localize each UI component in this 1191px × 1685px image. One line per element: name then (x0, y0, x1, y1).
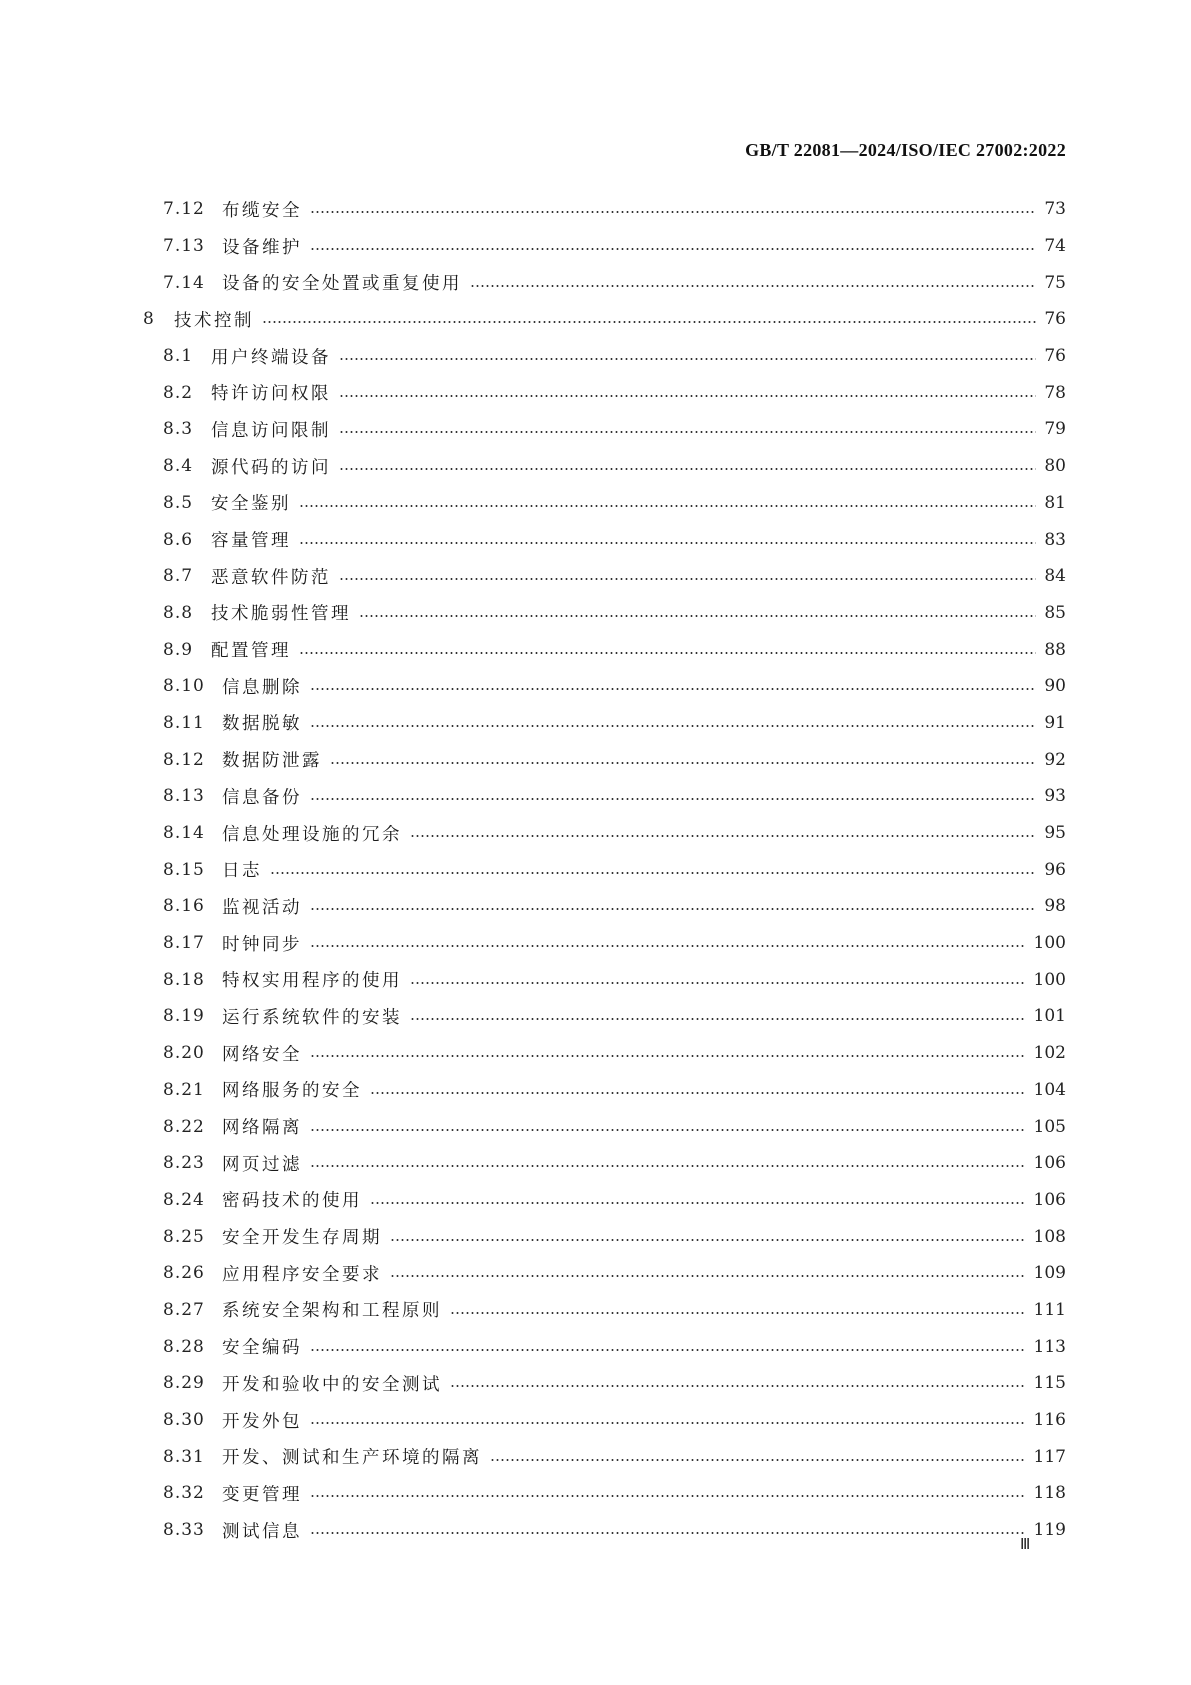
toc-entry[interactable] (0, 668, 1191, 705)
toc-entry-page: 109 (1033, 1263, 1066, 1284)
toc-entry-number: 8.30 (163, 1410, 205, 1431)
toc-entry-number: 7.13 (163, 236, 205, 257)
toc-entry[interactable] (0, 1145, 1191, 1182)
toc-leader-dots (339, 431, 1036, 433)
toc-entry-page: 96 (1044, 859, 1066, 880)
toc-leader-dots (310, 688, 1036, 690)
toc-entry-number: 8.26 (163, 1263, 205, 1284)
toc-entry-page: 111 (1033, 1299, 1066, 1320)
toc-entry-number: 8.14 (163, 823, 205, 844)
toc-entry[interactable] (0, 485, 1191, 522)
page-number: Ⅲ (1020, 1535, 1030, 1553)
toc-entry-number: 8.16 (163, 896, 205, 917)
toc-entry[interactable] (0, 374, 1191, 411)
toc-entry-number: 8.17 (163, 933, 205, 954)
toc-entry-number: 8 (143, 309, 155, 330)
toc-entry-number: 8.28 (163, 1336, 205, 1357)
toc-entry-page: 113 (1033, 1336, 1066, 1357)
toc-entry-page: 76 (1044, 309, 1066, 330)
toc-entry-number: 8.21 (163, 1079, 205, 1100)
toc-entry-number: 8.2 (163, 382, 194, 403)
toc-leader-dots (310, 1349, 1026, 1351)
toc-entry[interactable] (0, 778, 1191, 815)
toc-entry-number: 8.12 (163, 749, 205, 770)
toc-entry-page: 85 (1044, 602, 1066, 623)
toc-entry-title: 信息删除 (222, 674, 308, 699)
toc-entry[interactable] (0, 851, 1191, 888)
toc-entry-title: 网页过滤 (222, 1151, 308, 1176)
toc-entry-title: 安全鉴别 (211, 490, 297, 515)
toc-leader-dots (310, 211, 1036, 213)
toc-entry[interactable] (0, 961, 1191, 998)
toc-leader-dots (310, 1495, 1026, 1497)
toc-entry[interactable] (0, 741, 1191, 778)
toc-entry-number: 8.5 (163, 492, 194, 513)
toc-entry[interactable] (0, 1475, 1191, 1512)
toc-entry-title: 配置管理 (211, 637, 297, 662)
toc-entry-title: 安全编码 (222, 1334, 308, 1359)
toc-entry[interactable] (0, 558, 1191, 595)
toc-entry[interactable] (0, 191, 1191, 228)
toc-entry[interactable] (0, 411, 1191, 448)
toc-entry-number: 8.4 (163, 456, 194, 477)
toc-entry-page: 83 (1044, 529, 1066, 550)
toc-leader-dots (339, 578, 1036, 580)
toc-entry[interactable] (0, 1365, 1191, 1402)
toc-entry-title: 安全开发生存周期 (222, 1224, 388, 1249)
toc-entry-number: 8.7 (163, 566, 194, 587)
toc-entry-page: 106 (1033, 1153, 1066, 1174)
toc-leader-dots (390, 1239, 1026, 1241)
toc-leader-dots (339, 395, 1036, 397)
toc-leader-dots (299, 542, 1036, 544)
toc-entry[interactable] (0, 1438, 1191, 1475)
toc-entry-title: 数据脱敏 (222, 710, 308, 735)
toc-entry-page: 100 (1033, 969, 1066, 990)
toc-entry-page: 80 (1044, 456, 1066, 477)
toc-entry-page: 119 (1033, 1520, 1066, 1541)
toc-entry-page: 91 (1044, 712, 1066, 733)
toc-entry-number: 8.32 (163, 1483, 205, 1504)
toc-entry-page: 90 (1044, 676, 1066, 697)
toc-entry-title: 布缆安全 (222, 197, 308, 222)
toc-entry[interactable] (0, 925, 1191, 962)
toc-leader-dots (310, 1422, 1026, 1424)
toc-entry-page: 74 (1044, 236, 1066, 257)
toc-leader-dots (299, 505, 1036, 507)
toc-leader-dots (310, 1055, 1026, 1057)
toc-entry[interactable] (0, 1512, 1191, 1549)
toc-entry-title: 特许访问权限 (211, 380, 337, 405)
toc-entry-page: 115 (1033, 1373, 1066, 1394)
toc-entry-title: 信息访问限制 (211, 417, 337, 442)
toc-entry[interactable] (0, 1072, 1191, 1109)
toc-entry[interactable] (0, 595, 1191, 632)
toc-entry-title: 恶意软件防范 (211, 564, 337, 589)
toc-entry-title: 密码技术的使用 (222, 1187, 368, 1212)
toc-leader-dots (359, 615, 1036, 617)
toc-leader-dots (310, 798, 1036, 800)
toc-leader-dots (390, 1275, 1026, 1277)
toc-leader-dots (270, 872, 1036, 874)
toc-leader-dots (330, 762, 1036, 764)
toc-entry-page: 104 (1033, 1079, 1066, 1100)
toc-entry-page: 98 (1044, 896, 1066, 917)
toc-entry-page: 106 (1033, 1189, 1066, 1210)
toc-entry-title: 技术控制 (174, 307, 260, 332)
toc-entry-title: 开发、测试和生产环境的隔离 (222, 1444, 488, 1469)
toc-entry-number: 8.13 (163, 786, 205, 807)
toc-entry-title: 数据防泄露 (222, 747, 328, 772)
toc-leader-dots (450, 1312, 1026, 1314)
toc-leader-dots (410, 982, 1026, 984)
toc-entry-title: 网络隔离 (222, 1114, 308, 1139)
toc-leader-dots (310, 1165, 1026, 1167)
toc-entry-title: 开发外包 (222, 1408, 308, 1433)
toc-entry[interactable] (0, 1255, 1191, 1292)
toc-entry-page: 84 (1044, 566, 1066, 587)
toc-leader-dots (450, 1385, 1026, 1387)
toc-entry-number: 7.12 (163, 199, 205, 220)
toc-leader-dots (310, 945, 1026, 947)
toc-entry-page: 88 (1044, 639, 1066, 660)
toc-entry-page: 92 (1044, 749, 1066, 770)
toc-leader-dots (310, 1532, 1026, 1534)
toc-entry-title: 开发和验收中的安全测试 (222, 1371, 448, 1396)
toc-entry[interactable] (0, 1218, 1191, 1255)
toc-entry-number: 8.3 (163, 419, 194, 440)
toc-entry-page: 75 (1044, 272, 1066, 293)
toc-leader-dots (310, 1129, 1026, 1131)
toc-entry-page: 118 (1033, 1483, 1066, 1504)
toc-entry-title: 时钟同步 (222, 931, 308, 956)
toc-leader-dots (310, 725, 1036, 727)
toc-entry-title: 网络安全 (222, 1041, 308, 1066)
toc-entry-number: 8.6 (163, 529, 194, 550)
toc-entry-number: 8.31 (163, 1446, 205, 1467)
toc-entry-number: 8.10 (163, 676, 205, 697)
toc-entry[interactable] (0, 705, 1191, 742)
toc-entry-page: 116 (1033, 1410, 1066, 1431)
toc-entry-number: 8.1 (163, 346, 194, 367)
document-header: GB/T 22081—2024/ISO/IEC 27002:2022 (745, 140, 1066, 160)
toc-entry-title: 技术脆弱性管理 (211, 600, 357, 625)
toc-leader-dots (339, 358, 1036, 360)
toc-entry-title: 日志 (222, 857, 268, 882)
toc-entry-title: 应用程序安全要求 (222, 1261, 388, 1286)
toc-entry-title: 容量管理 (211, 527, 297, 552)
toc-leader-dots (490, 1459, 1026, 1461)
toc-leader-dots (310, 908, 1036, 910)
toc-entry[interactable] (0, 264, 1191, 301)
toc-leader-dots (410, 1018, 1026, 1020)
toc-entry-page: 105 (1033, 1116, 1066, 1137)
toc-entry-page: 95 (1044, 823, 1066, 844)
toc-entry-title: 监视活动 (222, 894, 308, 919)
toc-entry-page: 100 (1033, 933, 1066, 954)
toc-entry-page: 93 (1044, 786, 1066, 807)
toc-entry[interactable] (0, 1328, 1191, 1365)
toc-entry-title: 特权实用程序的使用 (222, 967, 408, 992)
toc-entry[interactable] (0, 448, 1191, 485)
toc-entry-number: 7.14 (163, 272, 205, 293)
toc-entry-number: 8.33 (163, 1520, 205, 1541)
toc-entry-title: 信息备份 (222, 784, 308, 809)
toc-entry[interactable] (0, 1292, 1191, 1329)
toc-entry-number: 8.9 (163, 639, 194, 660)
toc-leader-dots (299, 652, 1036, 654)
toc-entry-number: 8.27 (163, 1299, 205, 1320)
toc-entry-number: 8.18 (163, 969, 205, 990)
toc-entry[interactable] (0, 1108, 1191, 1145)
toc-entry-number: 8.25 (163, 1226, 205, 1247)
toc-entry-number: 8.29 (163, 1373, 205, 1394)
toc-entry-page: 81 (1044, 492, 1066, 513)
toc-entry-title: 测试信息 (222, 1518, 308, 1543)
toc-leader-dots (370, 1092, 1026, 1094)
toc-entry-title: 设备的安全处置或重复使用 (222, 270, 468, 295)
toc-leader-dots (410, 835, 1036, 837)
toc-entry[interactable] (0, 1402, 1191, 1439)
toc-entry-title: 信息处理设施的冗余 (222, 821, 408, 846)
toc-entry[interactable] (0, 815, 1191, 852)
toc-entry-title: 变更管理 (222, 1481, 308, 1506)
toc-entry-number: 8.19 (163, 1006, 205, 1027)
toc-entry-page: 101 (1033, 1006, 1066, 1027)
toc-entry[interactable] (0, 631, 1191, 668)
toc-entry-number: 8.24 (163, 1189, 205, 1210)
toc-entry-title: 设备维护 (222, 234, 308, 259)
toc-entry-page: 108 (1033, 1226, 1066, 1247)
toc-leader-dots (310, 248, 1036, 250)
toc-entry[interactable] (0, 521, 1191, 558)
table-of-contents (0, 191, 1191, 1548)
toc-entry[interactable] (0, 998, 1191, 1035)
toc-entry-title: 运行系统软件的安装 (222, 1004, 408, 1029)
toc-entry-number: 8.8 (163, 602, 194, 623)
toc-entry-page: 76 (1044, 346, 1066, 367)
toc-entry-page: 78 (1044, 382, 1066, 403)
toc-entry-title: 系统安全架构和工程原则 (222, 1297, 448, 1322)
toc-entry[interactable] (0, 301, 1191, 338)
toc-entry-page: 73 (1044, 199, 1066, 220)
toc-entry-number: 8.23 (163, 1153, 205, 1174)
toc-entry-number: 8.15 (163, 859, 205, 880)
toc-entry[interactable] (0, 1182, 1191, 1219)
toc-entry[interactable] (0, 228, 1191, 265)
toc-entry-title: 源代码的访问 (211, 454, 337, 479)
toc-leader-dots (262, 321, 1036, 323)
toc-entry-page: 102 (1033, 1043, 1066, 1064)
toc-leader-dots (339, 468, 1036, 470)
toc-entry-title: 用户终端设备 (211, 344, 337, 369)
toc-entry-number: 8.20 (163, 1043, 205, 1064)
toc-entry[interactable] (0, 1035, 1191, 1072)
toc-leader-dots (370, 1202, 1026, 1204)
toc-entry[interactable] (0, 888, 1191, 925)
toc-entry-number: 8.11 (163, 712, 205, 733)
toc-entry-page: 79 (1044, 419, 1066, 440)
toc-entry-number: 8.22 (163, 1116, 205, 1137)
toc-entry[interactable] (0, 338, 1191, 375)
toc-leader-dots (470, 285, 1036, 287)
toc-entry-title: 网络服务的安全 (222, 1077, 368, 1102)
toc-entry-page: 117 (1033, 1446, 1066, 1467)
